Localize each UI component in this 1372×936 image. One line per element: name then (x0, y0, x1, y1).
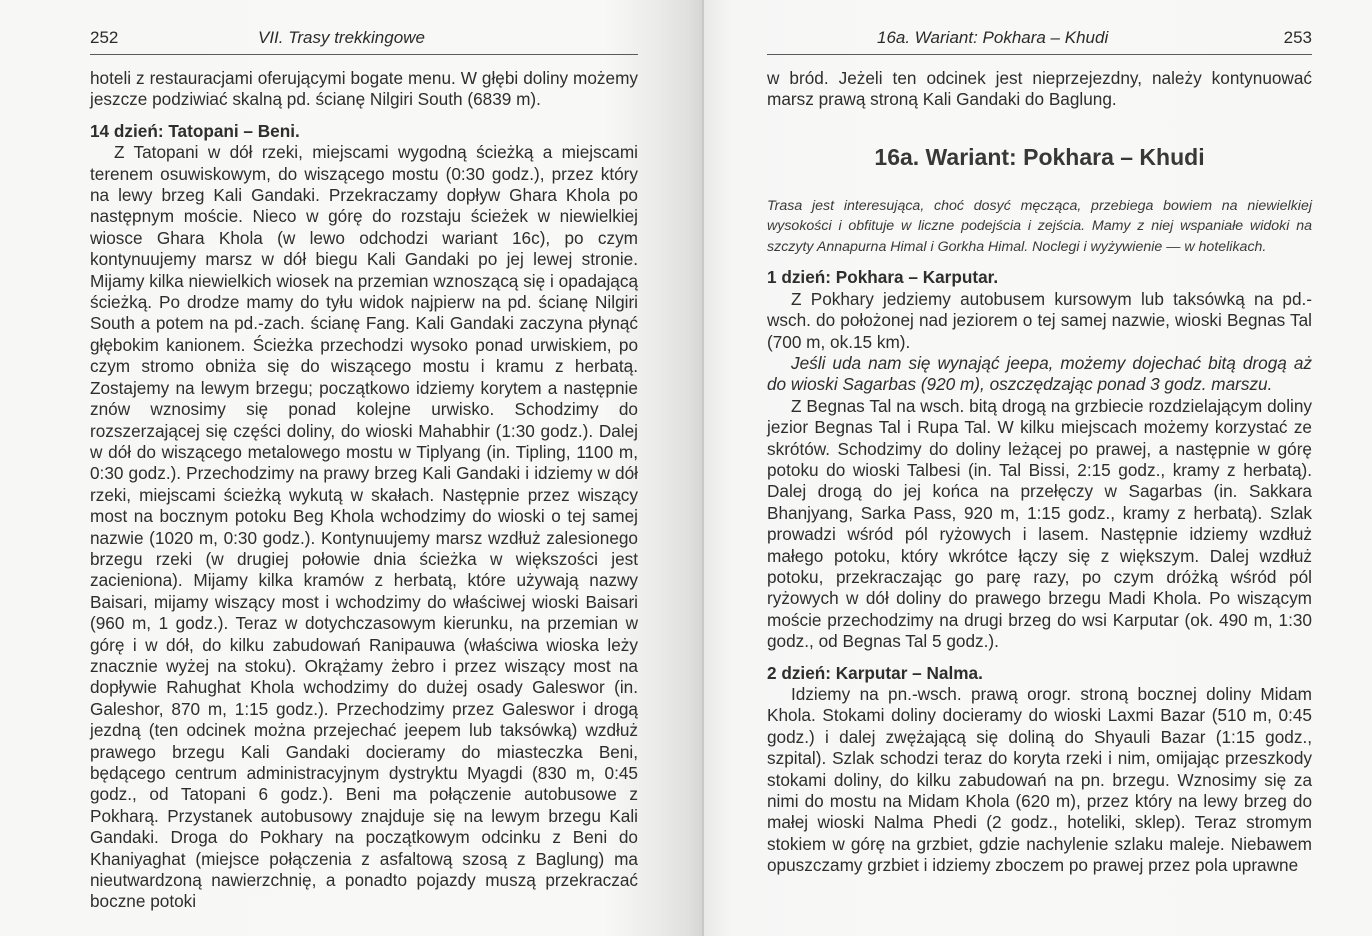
text-column (90, 68, 638, 913)
text-column (767, 68, 1312, 877)
paragraph: w bród. Jeżeli ten odcinek jest nieprzejezdny, należy kontynuować marsz prawą stroną Kali Gandaki do Baglung. (767, 68, 1312, 110)
running-head (90, 22, 638, 55)
day-heading: 14 dzień: Tatopani – Beni. (90, 120, 300, 141)
paragraph: Z Begnas Tal na wsch. bitą drogą na grzbiecie rozdzielającym doliny jezior Begnas Tal i Rupa Tal. W kilku miejscach możemy korzystać ze skrótów. Schodzimy do doliny leżącej po prawej, a następnie w górę potoku do wioski Talbesi (in. Tal Bissi, 2:15 godz., kramy z herbatą). Dalej drogą do jej końca na przełęczy w Sagarbas (in. Sakkara Bhanjyang, Sarka Pass, 920 m, 1:15 godz., kramy z herbatą). Szlak prowadzi wśród pól ryżowych i lasem. Następnie idziemy wzdłuż małego potoku, który wkrótce łączy się z większym. Dalej wzdłuż potoku, przekraczając go parę razy, po czym dróżką wśród pól ryżowych w dół doliny do prawego brzegu Madi Khola. Po wiszącym moście przechodzimy na drugi brzeg do wsi Karputar (ok. 490 m, 1:30 godz., od Begnas Tal 5 godz.). (767, 395, 1312, 652)
running-head (767, 22, 1312, 55)
running-title: VII. Trasy trekkingowe (258, 28, 425, 47)
paragraph: hoteli z restauracjami oferującymi bogate menu. W głębi doliny możemy jeszcze podziwiać skalną pd. ścianę Nilgiri South (6839 m). (90, 68, 638, 110)
running-title: 16a. Wariant: Pokhara – Khudi (877, 28, 1109, 47)
page-number: 253 (1283, 28, 1312, 47)
page-number: 252 (90, 28, 119, 47)
paragraph-italic-note: Jeśli uda nam się wynająć jeepa, możemy dojechać bitą drogą aż do wioski Sagarbas (920 m), oszczędzając ponad 3 godz. marszu. (767, 352, 1312, 395)
day-heading: 1 dzień: Pokhara – Karputar. (767, 267, 999, 288)
section-intro: Trasa jest interesująca, choć dosyć męcząca, przebiega bowiem na niewielkiej wysokości i obfituje w liczne podejścia i zejścia. Mamy z niej wspaniałe widoki na szczyty Annapurna Himal i Gorkha Himal. Noclegi i wyżywienie — w hotelikach. (767, 197, 1312, 255)
paragraph: Idziemy na pn.-wsch. prawą orogr. stroną bocznej doliny Midam Khola. Stokami doliny docieramy do wioski Laxmi Bazar (510 m, 0:45 godz.) i dalej zwężającą się doliną do Shyauli Bazar (1:15 godz., szpital). Szlak schodzi teraz do koryta rzeki i nim, omijając przeszkody stokami doliny, do kilku zabudowań na pn. brzegu. Wznosimy się za nimi do mostu na Midam Khola (620 m), przez który na lewy brzeg do małej wioski Nalma Phedi (2 godz., hoteliki, sklep). Teraz stromym stokiem w górę na grzbiet, gdzie nachylenie szlaku maleje. Niebawem opuszczamy grzbiet i idziemy zboczem po prawej przez pola uprawne (767, 684, 1312, 876)
paragraph: Z Tatopani w dół rzeki, miejscami wygodną ścieżką a miejscami terenem osuwiskowym, do wiszącego mostu (0:30 godz.), przez który na lewy brzeg Kali Gandaki. Przekraczamy dopływ Ghara Khola po następnym moście. Nieco w górę do rozstaju ścieżek w niewielkiej wiosce Ghara Khola (w lewo odchodzi wariant 16c), po czym kontynuujemy marsz w dół biegu Kali Gandaki po jej lewej stronie. Mijamy kilka niewielkich wiosek na przemian wznoszącą się i opadającą ścieżką. Po drodze mamy do tyłu widok najpierw na pd. ścianę Nilgiri South a potem na pd.-zach. ścianę Fang. Kali Gandaki zaczyna płynąć głębokim kanionem. Ścieżka przechodzi wysoko ponad urwiskiem, po czym stromo obniża się do wiszącego mostu i kramu z herbatą. Zostajemy na lewym brzegu; początkowo idziemy korytem a następnie znów wznosimy się ponad kolejne urwisko. Schodzimy do rozszerzającej się części doliny, do wioski Mahabhir (1:30 godz.). Dalej w dół do wiszącego metalowego mostu w Tiplyang (in. Tipling, 1100 m, 0:30 godz.). Przechodzimy na prawy brzeg Kali Gandaki i idziemy w dół rzeki, miejscami ścieżką wykutą w skałach. Następnie przez wiszący most na bocznym potoku Beg Khola wchodzimy do wioski o tej samej nazwie (1020 m, 0:30 godz.). Kontynuujemy marsz wzdłuż zalesionego brzegu rzeki (w drugiej połowie dnia ścieżka w większości jest zacieniona). Mijamy kilka kramów z herbatą, które używają nazwy Baisari, mijamy wiszący most i wchodzimy do właściwej wioski Baisari (960 m, 1 godz.). Teraz w dotychczasowym kierunku, na przemian w górę i w dół, do kilku zabudowań Ranipauwa (właściwa wioska leży znacznie wyżej na stoku). Okrążamy żebro i przez wiszący most na dopływie Rahughat Khola wchodzimy do dużej osady Galeswor (in. Galeshor, 870 m, 1:15 godz.). Przechodzimy przez Galeswor i drogą jezdną (ten odcinek można przejechać jeepem lub taksówką) wzdłuż prawego brzegu Kali Gandaki docieramy do miasteczka Beni, będącego centrum administracyjnym dystryktu Myagdi (830 m, 0:45 godz., od Tatopani 6 godz.). Beni ma połączenie autobusowe z Pokharą. Przystanek autobusowy znajduje się na lewym brzegu Kali Gandaki. Droga do Pokhary na początkowym odcinku z Beni do Khaniyaghat (miejsce połączenia z asfaltową szosą z Baglung) ma nieutwardzoną nawierzchnię, a ponadto pojazdy muszą przekraczać boczne potoki (90, 142, 638, 912)
day-heading: 2 dzień: Karputar – Nalma. (767, 662, 983, 683)
section-title: 16a. Wariant: Pokhara – Khudi (874, 143, 1205, 170)
right-page (704, 0, 1372, 936)
paragraph: Z Pokhary jedziemy autobusem kursowym lub taksówką na pd.-wsch. do położonej nad jeziorem o tej samej nazwie, wioski Begnas Tal (700 m, ok.15 km). (767, 288, 1312, 352)
